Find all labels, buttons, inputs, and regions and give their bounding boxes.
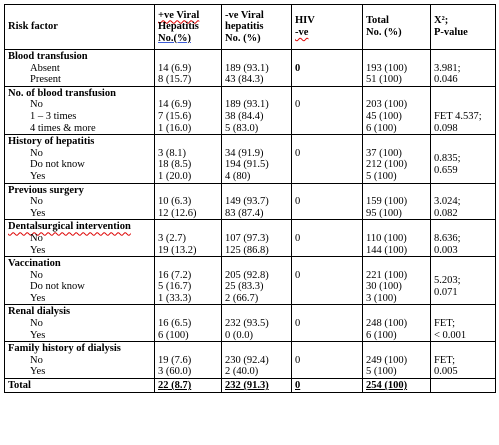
group-title: Family history of dialysis (8, 343, 121, 355)
hiv-cell: 0 (292, 135, 363, 183)
group-label-cell: No. of blood transfusion No 1 – 3 times 4 times & more (5, 86, 155, 134)
total-row-total: 254 (100) (363, 379, 431, 393)
total-row-label: Total (5, 379, 155, 393)
group-title: Renal dialysis (8, 306, 71, 318)
header-positive-viral-hepatitis: +ve Viral Hepatitis No.(%) (155, 5, 222, 50)
group-label-cell: Blood transfusion Absent Present (5, 50, 155, 87)
total-row (5, 379, 496, 393)
total-cell: 221 (100) 30 (100) 3 (100) (363, 257, 431, 305)
header-chi-square-p-value: X²; P-value (431, 5, 496, 50)
hiv-cell: 0 (292, 50, 363, 87)
total-row-negative: 232 (91.3) (222, 379, 292, 393)
group-row-number-of-blood-transfusion (5, 86, 496, 134)
total-row-positive: 22 (8.7) (155, 379, 222, 393)
stat-cell: 8.636; 0.003 (431, 220, 496, 257)
stat-cell: 0.835; 0.659 (431, 135, 496, 183)
group-row-family-history-of-dialysis (5, 342, 496, 379)
hiv-cell: 0 (292, 257, 363, 305)
total-cell: 203 (100) 45 (100) 6 (100) (363, 86, 431, 134)
total-cell: 110 (100) 144 (100) (363, 220, 431, 257)
header-hiv: HIV -ve (292, 5, 363, 50)
negative-cell: 189 (93.1) 38 (84.4) 5 (83.0) (222, 86, 292, 134)
negative-cell: 205 (92.8) 25 (83.3) 2 (66.7) (222, 257, 292, 305)
total-cell: 37 (100) 212 (100) 5 (100) (363, 135, 431, 183)
group-label-cell: Family history of dialysis No Yes (5, 342, 155, 379)
group-title: Previous surgery (8, 184, 84, 196)
positive-cell: 16 (6.5) 6 (100) (155, 305, 222, 342)
positive-cell: 16 (7.2) 5 (16.7) 1 (33.3) (155, 257, 222, 305)
hiv-cell: 0 (292, 86, 363, 134)
negative-cell: 34 (91.9) 194 (91.5) 4 (80) (222, 135, 292, 183)
negative-cell: 232 (93.5) 0 (0.0) (222, 305, 292, 342)
total-cell: 159 (100) 95 (100) (363, 183, 431, 220)
stat-cell: 3.024; 0.082 (431, 183, 496, 220)
header-total: Total No. (%) (363, 5, 431, 50)
header-negative-viral-hepatitis: -ve Viral hepatitis No. (%) (222, 5, 292, 50)
group-row-previous-surgery (5, 183, 496, 220)
total-cell: 249 (100) 5 (100) (363, 342, 431, 379)
stat-cell: FET 4.537; 0.098 (431, 86, 496, 134)
positive-cell: 10 (6.3) 12 (12.6) (155, 183, 222, 220)
header-row (5, 5, 496, 50)
hiv-cell: 0 (292, 183, 363, 220)
stat-cell: 3.981; 0.046 (431, 50, 496, 87)
negative-cell: 230 (92.4) 2 (40.0) (222, 342, 292, 379)
positive-cell: 14 (6.9) 8 (15.7) (155, 50, 222, 87)
positive-cell: 3 (8.1) 18 (8.5) 1 (20.0) (155, 135, 222, 183)
group-title: Dentalsurgical intervention (8, 221, 131, 233)
hiv-cell: 0 (292, 342, 363, 379)
total-row-hiv: 0 (292, 379, 363, 393)
group-row-vaccination (5, 257, 496, 305)
group-title: History of hepatitis (8, 136, 95, 148)
group-title: Vaccination (8, 258, 61, 270)
group-row-dental-surgical-intervention (5, 220, 496, 257)
stat-cell: FET; 0.005 (431, 342, 496, 379)
group-label-cell: Previous surgery No Yes (5, 183, 155, 220)
group-row-history-of-hepatitis (5, 135, 496, 183)
risk-factor-table (4, 4, 496, 393)
group-row-renal-dialysis (5, 305, 496, 342)
positive-cell: 3 (2.7) 19 (13.2) (155, 220, 222, 257)
group-label-cell: Renal dialysis No Yes (5, 305, 155, 342)
risk-factor-table-container (4, 4, 495, 441)
group-row-blood-transfusion (5, 50, 496, 87)
hiv-cell: 0 (292, 220, 363, 257)
hiv-cell: 0 (292, 305, 363, 342)
header-risk-factor: Risk factor (5, 5, 155, 50)
total-cell: 248 (100) 6 (100) (363, 305, 431, 342)
group-title: Blood transfusion (8, 51, 88, 62)
group-label-cell: Vaccination No Do not know Yes (5, 257, 155, 305)
total-cell: 193 (100) 51 (100) (363, 50, 431, 87)
stat-cell: FET; < 0.001 (431, 305, 496, 342)
positive-cell: 14 (6.9) 7 (15.6) 1 (16.0) (155, 86, 222, 134)
negative-cell: 149 (93.7) 83 (87.4) (222, 183, 292, 220)
positive-cell: 19 (7.6) 3 (60.0) (155, 342, 222, 379)
negative-cell: 189 (93.1) 43 (84.3) (222, 50, 292, 87)
group-label-cell: Dentalsurgical intervention No Yes (5, 220, 155, 257)
negative-cell: 107 (97.3) 125 (86.8) (222, 220, 292, 257)
stat-cell: 5.203; 0.071 (431, 257, 496, 305)
group-title: No. of blood transfusion (8, 87, 116, 99)
group-label-cell: History of hepatitis No Do not know Yes (5, 135, 155, 183)
total-row-stat (431, 379, 496, 393)
